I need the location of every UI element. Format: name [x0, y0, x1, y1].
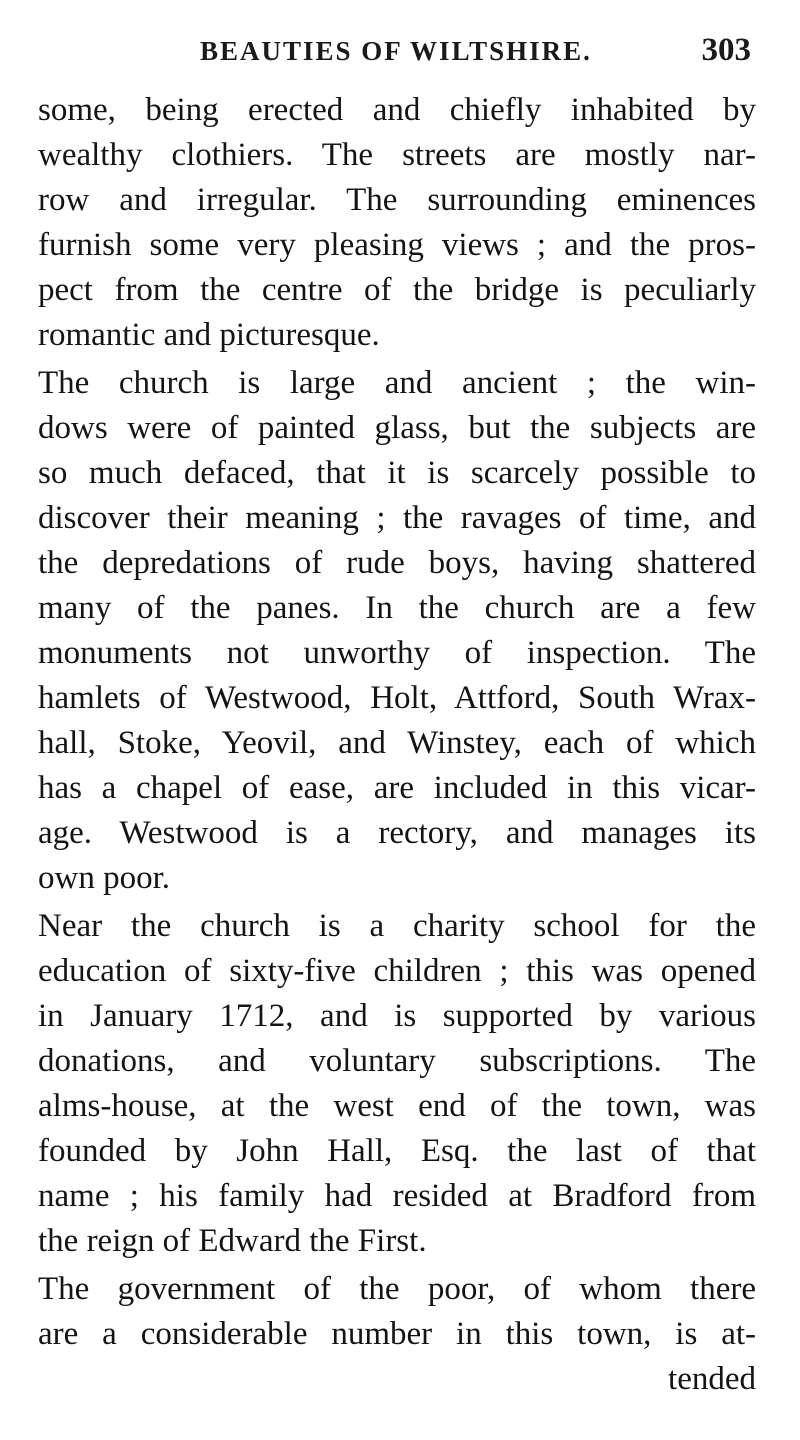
text-line: many of the panes. In the church are a few: [38, 590, 756, 626]
text-line: some, being erected and chiefly inhabited by: [38, 92, 756, 128]
text-line: donations, and voluntary subscriptions. The: [38, 1043, 756, 1079]
text-line: name ; his family had resided at Bradford from: [38, 1178, 756, 1214]
paragraph: [38, 88, 756, 358]
text-line: hall, Stoke, Yeovil, and Winstey, each of which: [38, 725, 756, 761]
text-line: pect from the centre of the bridge is peculiarly: [38, 272, 756, 308]
page-number: 303: [701, 32, 751, 68]
body-text: [38, 88, 756, 1402]
text-line: the reign of Edward the First.: [38, 1223, 427, 1259]
text-line: The church is large and ancient ; the win-: [38, 365, 756, 401]
text-line: founded by John Hall, Esq. the last of that: [38, 1133, 756, 1169]
running-head-title: BEAUTIES OF WILTSHIRE.: [200, 36, 592, 66]
text-line: dows were of painted glass, but the subjects are: [38, 410, 756, 446]
text-line: the depredations of rude boys, having shattered: [38, 545, 756, 581]
catchword: tended: [668, 1361, 756, 1397]
text-line: monuments not unworthy of inspection. The: [38, 635, 756, 671]
text-line: Near the church is a charity school for the: [38, 908, 756, 944]
text-line: are a considerable number in this town, is at-: [38, 1316, 756, 1352]
text-line: wealthy clothiers. The streets are mostly nar-: [38, 137, 756, 173]
text-line: discover their meaning ; the ravages of time, and: [38, 500, 756, 536]
paragraph: [38, 1267, 756, 1357]
text-line: romantic and picturesque.: [38, 317, 380, 353]
text-line: own poor.: [38, 860, 170, 896]
text-line: alms-house, at the west end of the town, was: [38, 1088, 756, 1124]
text-line: education of sixty-five children ; this was opened: [38, 953, 756, 989]
text-line: age. Westwood is a rectory, and manages its: [38, 815, 756, 851]
text-line: in January 1712, and is supported by various: [38, 998, 756, 1034]
text-line: so much defaced, that it is scarcely possible to: [38, 455, 756, 491]
text-line: row and irregular. The surrounding eminences: [38, 182, 756, 218]
text-line: furnish some very pleasing views ; and the pros-: [38, 227, 756, 263]
paragraph: [38, 904, 756, 1264]
paragraph: [38, 361, 756, 901]
text-line: The government of the poor, of whom there: [38, 1271, 756, 1307]
running-head: [40, 32, 755, 72]
text-line: has a chapel of ease, are included in this vicar-: [38, 770, 756, 806]
text-line: hamlets of Westwood, Holt, Attford, South Wrax-: [38, 680, 756, 716]
